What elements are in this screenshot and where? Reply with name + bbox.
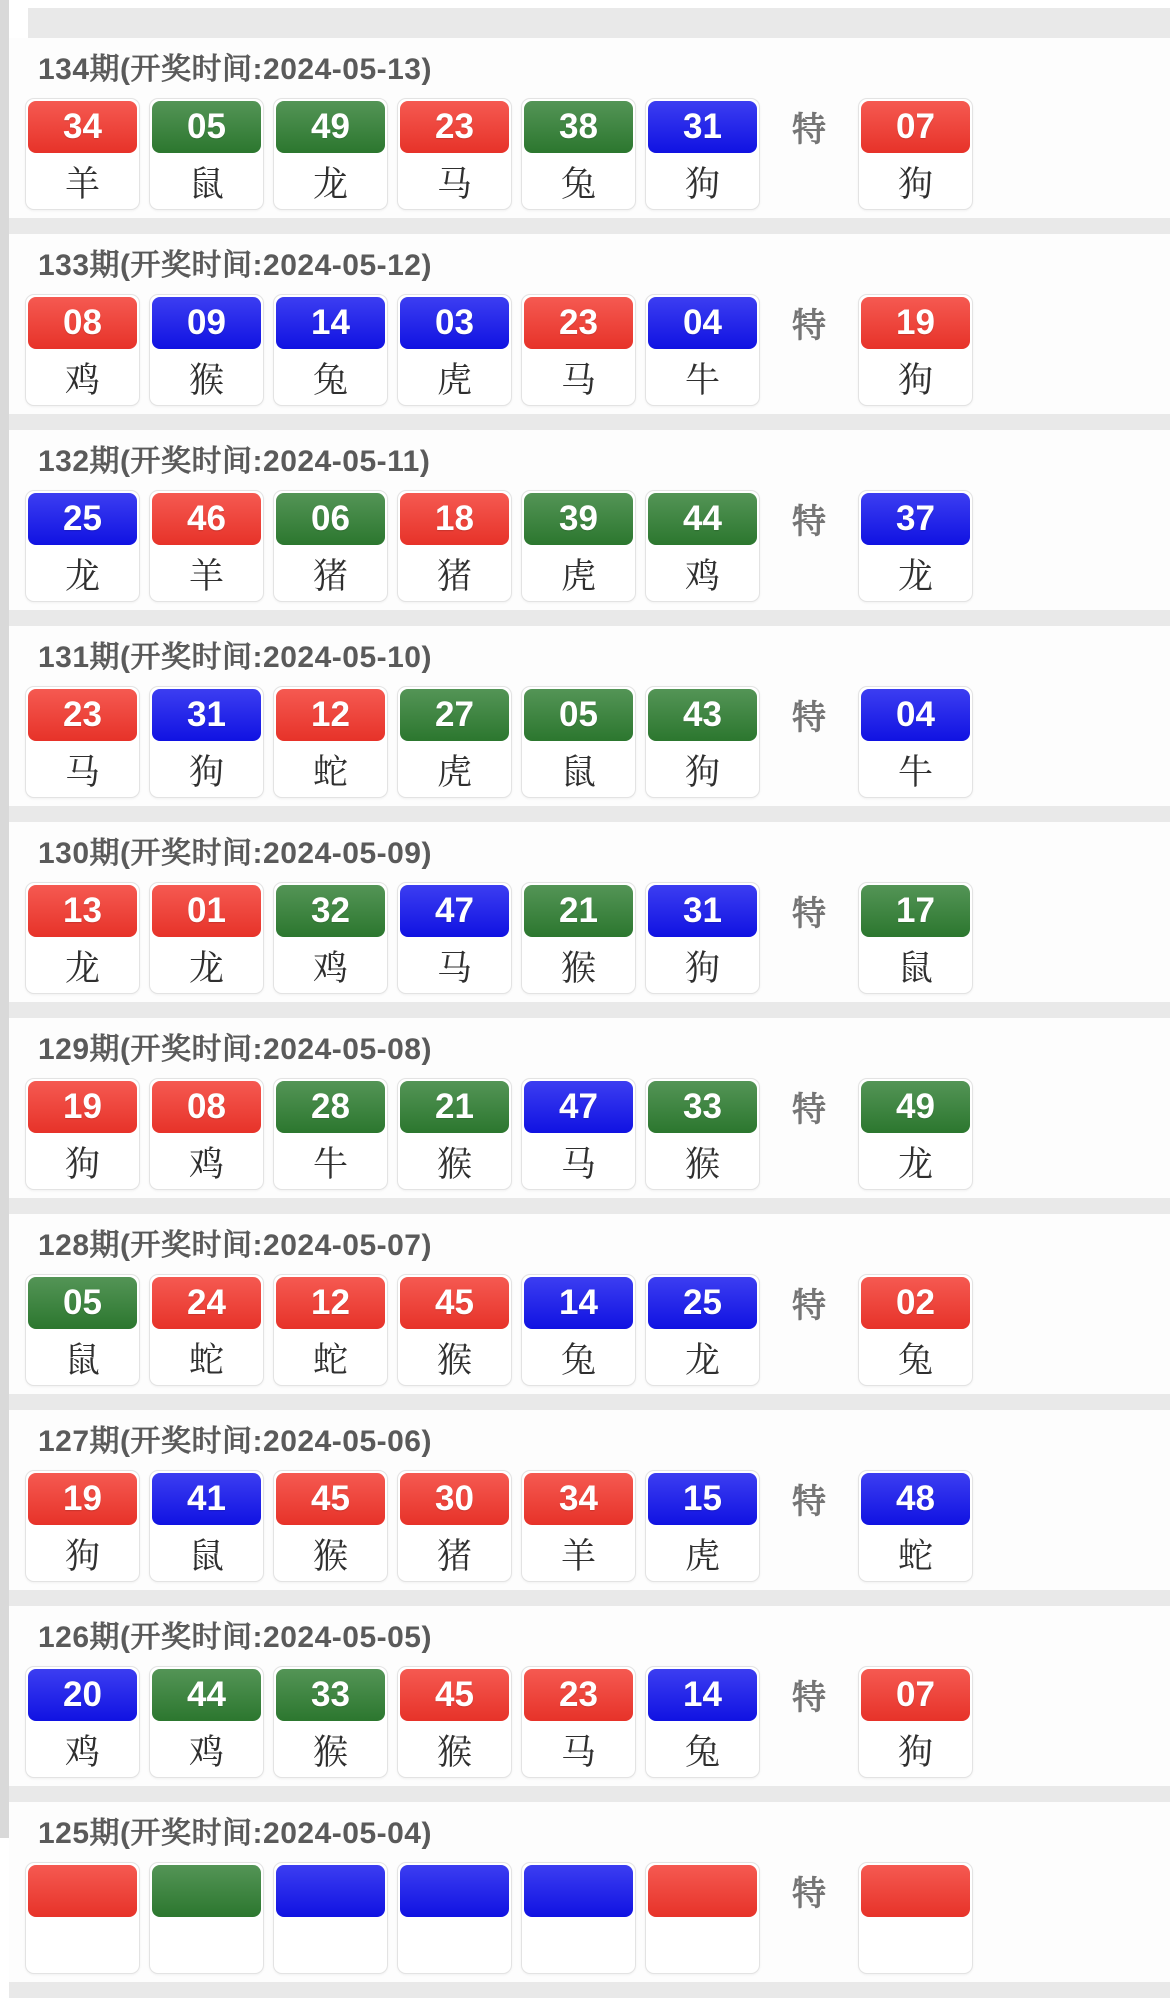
number-cell (25, 1470, 140, 1582)
number-ball (861, 1865, 970, 1917)
special-label: 特 (792, 698, 826, 737)
number-cell (149, 98, 264, 210)
number-cell (397, 1666, 512, 1778)
number-ball: 48 (861, 1473, 970, 1525)
results-list (9, 0, 1170, 1998)
number-ball: 23 (524, 297, 633, 349)
number-cell (521, 1666, 636, 1778)
number-cell (397, 1274, 512, 1386)
number-cell (521, 294, 636, 406)
number-cell (25, 1862, 140, 1974)
separator-band (9, 1002, 1170, 1018)
number-cell (149, 1862, 264, 1974)
number-ball: 46 (152, 493, 261, 545)
number-ball: 23 (400, 101, 509, 153)
special-label: 特 (792, 1482, 826, 1521)
balls-row (25, 1274, 1170, 1386)
separator-band (9, 218, 1170, 234)
separator-band (9, 1786, 1170, 1802)
number-ball: 37 (861, 493, 970, 545)
zodiac-label: 牛 (684, 361, 720, 400)
zodiac-label: 牛 (897, 753, 933, 792)
number-ball: 05 (28, 1277, 137, 1329)
special-label: 特 (792, 110, 826, 149)
number-cell (645, 1666, 760, 1778)
zodiac-label: 马 (560, 1145, 596, 1184)
number-cell (521, 98, 636, 210)
number-ball: 15 (648, 1473, 757, 1525)
number-cell (149, 1078, 264, 1190)
draw-block (9, 822, 1170, 1002)
number-ball: 08 (28, 297, 137, 349)
number-cell (149, 882, 264, 994)
number-ball: 31 (648, 101, 757, 153)
zodiac-label: 虎 (436, 361, 472, 400)
special-number-cell (858, 1862, 973, 1974)
zodiac-label: 牛 (312, 1145, 348, 1184)
number-ball (276, 1865, 385, 1917)
zodiac-label: 鸡 (684, 557, 720, 596)
special-number-cell (858, 1078, 973, 1190)
zodiac-label: 龙 (64, 557, 100, 596)
number-ball (152, 1865, 261, 1917)
zodiac-label (274, 1919, 387, 1973)
number-cell (521, 1470, 636, 1582)
draw-block (9, 430, 1170, 610)
zodiac-label: 狗 (684, 753, 720, 792)
number-ball: 27 (400, 689, 509, 741)
draw-header: 128期(开奖时间:2024-05-07) (38, 1229, 432, 1262)
number-cell (521, 1078, 636, 1190)
separator-band (9, 414, 1170, 430)
draw-block (9, 626, 1170, 806)
zodiac-label: 龙 (312, 165, 348, 204)
number-cell (25, 490, 140, 602)
zodiac-label: 鸡 (64, 1733, 100, 1772)
number-cell (645, 490, 760, 602)
number-ball: 33 (648, 1081, 757, 1133)
separator-band (9, 806, 1170, 822)
zodiac-label: 马 (560, 1733, 596, 1772)
number-ball: 45 (400, 1277, 509, 1329)
zodiac-label (150, 1919, 263, 1973)
number-ball: 19 (861, 297, 970, 349)
separator-band (9, 610, 1170, 626)
number-cell (149, 1470, 264, 1582)
zodiac-label: 马 (560, 361, 596, 400)
special-label: 特 (792, 502, 826, 541)
balls-row (25, 1078, 1170, 1190)
number-ball: 07 (861, 101, 970, 153)
number-cell (273, 1274, 388, 1386)
special-label: 特 (792, 1090, 826, 1129)
number-cell (521, 686, 636, 798)
number-ball: 31 (152, 689, 261, 741)
zodiac-label (646, 1919, 759, 1973)
number-ball (524, 1865, 633, 1917)
zodiac-label: 鼠 (897, 949, 933, 988)
balls-row (25, 686, 1170, 798)
zodiac-label (26, 1919, 139, 1973)
number-ball: 33 (276, 1669, 385, 1721)
number-cell (273, 98, 388, 210)
zodiac-label: 兔 (684, 1733, 720, 1772)
draw-header: 132期(开奖时间:2024-05-11) (38, 445, 431, 478)
balls-row (25, 294, 1170, 406)
zodiac-label: 虎 (684, 1537, 720, 1576)
zodiac-label: 龙 (188, 949, 224, 988)
number-cell (273, 686, 388, 798)
special-label: 特 (792, 1286, 826, 1325)
number-ball: 45 (400, 1669, 509, 1721)
zodiac-label: 龙 (64, 949, 100, 988)
zodiac-label: 猪 (436, 557, 472, 596)
draw-block (9, 1018, 1170, 1198)
number-cell (397, 294, 512, 406)
number-ball: 19 (28, 1473, 137, 1525)
number-cell (397, 1470, 512, 1582)
balls-row (25, 882, 1170, 994)
special-label: 特 (792, 894, 826, 933)
zodiac-label: 猪 (312, 557, 348, 596)
draw-header: 129期(开奖时间:2024-05-08) (38, 1033, 432, 1066)
number-cell (149, 1666, 264, 1778)
number-ball: 07 (861, 1669, 970, 1721)
zodiac-label: 羊 (560, 1537, 596, 1576)
number-ball: 25 (648, 1277, 757, 1329)
number-ball (28, 1865, 137, 1917)
number-ball: 44 (152, 1669, 261, 1721)
number-ball: 01 (152, 885, 261, 937)
separator-band (9, 1982, 1170, 1998)
number-ball: 13 (28, 885, 137, 937)
zodiac-label: 兔 (560, 1341, 596, 1380)
number-ball: 32 (276, 885, 385, 937)
number-cell (397, 98, 512, 210)
zodiac-label: 龙 (897, 557, 933, 596)
number-ball: 21 (524, 885, 633, 937)
draw-block (9, 1606, 1170, 1786)
number-cell (273, 1862, 388, 1974)
number-ball: 47 (524, 1081, 633, 1133)
number-cell (25, 294, 140, 406)
draw-block (9, 1214, 1170, 1394)
number-ball: 14 (276, 297, 385, 349)
zodiac-label: 猴 (312, 1537, 348, 1576)
zodiac-label: 狗 (64, 1145, 100, 1184)
number-ball: 05 (152, 101, 261, 153)
special-number-cell (858, 882, 973, 994)
number-cell (397, 1862, 512, 1974)
zodiac-label: 马 (64, 753, 100, 792)
special-number-cell (858, 98, 973, 210)
number-cell (645, 882, 760, 994)
number-ball: 34 (28, 101, 137, 153)
special-number-cell (858, 1274, 973, 1386)
separator-band (9, 1590, 1170, 1606)
number-ball: 06 (276, 493, 385, 545)
number-ball: 18 (400, 493, 509, 545)
number-ball: 43 (648, 689, 757, 741)
draw-block (9, 234, 1170, 414)
zodiac-label: 龙 (897, 1145, 933, 1184)
number-ball: 14 (524, 1277, 633, 1329)
number-ball (400, 1865, 509, 1917)
zodiac-label: 狗 (188, 753, 224, 792)
zodiac-label: 鸡 (312, 949, 348, 988)
zodiac-label: 蛇 (312, 1341, 348, 1380)
special-number-cell (858, 490, 973, 602)
number-cell (25, 686, 140, 798)
number-cell (25, 98, 140, 210)
draw-header: 131期(开奖时间:2024-05-10) (38, 641, 432, 674)
zodiac-label: 猴 (684, 1145, 720, 1184)
number-cell (149, 294, 264, 406)
zodiac-label: 鼠 (64, 1341, 100, 1380)
zodiac-label: 鸡 (188, 1145, 224, 1184)
number-ball: 31 (648, 885, 757, 937)
zodiac-label: 猪 (436, 1537, 472, 1576)
number-ball: 28 (276, 1081, 385, 1133)
number-ball: 17 (861, 885, 970, 937)
balls-row (25, 98, 1170, 210)
number-ball: 08 (152, 1081, 261, 1133)
number-cell (25, 1274, 140, 1386)
draw-header: 134期(开奖时间:2024-05-13) (38, 53, 432, 86)
number-ball: 21 (400, 1081, 509, 1133)
zodiac-label (398, 1919, 511, 1973)
number-cell (645, 1470, 760, 1582)
balls-row (25, 490, 1170, 602)
number-ball: 05 (524, 689, 633, 741)
number-cell (521, 1862, 636, 1974)
zodiac-label: 狗 (897, 165, 933, 204)
zodiac-label: 鼠 (560, 753, 596, 792)
number-cell (273, 882, 388, 994)
number-cell (645, 1862, 760, 1974)
zodiac-label: 猴 (560, 949, 596, 988)
number-cell (645, 686, 760, 798)
number-ball: 41 (152, 1473, 261, 1525)
number-cell (521, 1274, 636, 1386)
number-ball: 12 (276, 1277, 385, 1329)
zodiac-label: 鸡 (188, 1733, 224, 1772)
zodiac-label: 龙 (684, 1341, 720, 1380)
zodiac-label: 蛇 (312, 753, 348, 792)
number-cell (645, 1274, 760, 1386)
number-cell (645, 98, 760, 210)
zodiac-label: 马 (436, 949, 472, 988)
number-cell (645, 294, 760, 406)
number-cell (273, 1078, 388, 1190)
number-ball: 20 (28, 1669, 137, 1721)
number-cell (273, 490, 388, 602)
number-cell (273, 1470, 388, 1582)
draw-header: 130期(开奖时间:2024-05-09) (38, 837, 432, 870)
number-ball: 03 (400, 297, 509, 349)
number-ball: 49 (861, 1081, 970, 1133)
special-label: 特 (792, 306, 826, 345)
draw-header: 126期(开奖时间:2024-05-05) (38, 1621, 432, 1654)
draw-block (9, 38, 1170, 218)
special-number-cell (858, 1470, 973, 1582)
number-ball: 04 (861, 689, 970, 741)
number-ball: 04 (648, 297, 757, 349)
number-ball: 47 (400, 885, 509, 937)
zodiac-label: 鼠 (188, 165, 224, 204)
zodiac-label: 鸡 (64, 361, 100, 400)
zodiac-label: 羊 (188, 557, 224, 596)
number-ball: 12 (276, 689, 385, 741)
special-label: 特 (792, 1874, 826, 1913)
draw-header: 125期(开奖时间:2024-05-04) (38, 1817, 432, 1850)
zodiac-label: 虎 (436, 753, 472, 792)
number-ball: 38 (524, 101, 633, 153)
zodiac-label: 虎 (560, 557, 596, 596)
draws-container (9, 38, 1170, 1998)
number-cell (149, 490, 264, 602)
zodiac-label: 羊 (64, 165, 100, 204)
zodiac-label: 狗 (64, 1537, 100, 1576)
separator-band (9, 1394, 1170, 1410)
number-cell (25, 1666, 140, 1778)
zodiac-label: 狗 (897, 361, 933, 400)
number-ball: 30 (400, 1473, 509, 1525)
top-separator-band (28, 8, 1170, 38)
zodiac-label: 猴 (436, 1341, 472, 1380)
number-cell (397, 490, 512, 602)
zodiac-label: 兔 (560, 165, 596, 204)
number-ball: 44 (648, 493, 757, 545)
special-number-cell (858, 1666, 973, 1778)
draw-block (9, 1410, 1170, 1590)
page-left-gutter (0, 0, 9, 1838)
zodiac-label: 猴 (188, 361, 224, 400)
number-cell (25, 882, 140, 994)
number-ball: 45 (276, 1473, 385, 1525)
balls-row (25, 1666, 1170, 1778)
number-ball (648, 1865, 757, 1917)
number-cell (149, 686, 264, 798)
special-label: 特 (792, 1678, 826, 1717)
zodiac-label: 蛇 (188, 1341, 224, 1380)
number-ball: 02 (861, 1277, 970, 1329)
special-number-cell (858, 294, 973, 406)
zodiac-label: 马 (436, 165, 472, 204)
balls-row (25, 1862, 1170, 1974)
special-number-cell (858, 686, 973, 798)
number-cell (397, 1078, 512, 1190)
zodiac-label: 狗 (897, 1733, 933, 1772)
number-cell (521, 882, 636, 994)
separator-band (9, 1198, 1170, 1214)
draw-header: 127期(开奖时间:2024-05-06) (38, 1425, 432, 1458)
number-ball: 23 (524, 1669, 633, 1721)
zodiac-label: 兔 (897, 1341, 933, 1380)
number-cell (273, 294, 388, 406)
number-ball: 34 (524, 1473, 633, 1525)
number-cell (645, 1078, 760, 1190)
draw-block (9, 1802, 1170, 1982)
number-ball: 39 (524, 493, 633, 545)
number-ball: 23 (28, 689, 137, 741)
zodiac-label: 兔 (312, 361, 348, 400)
number-cell (149, 1274, 264, 1386)
number-ball: 24 (152, 1277, 261, 1329)
zodiac-label: 猴 (436, 1145, 472, 1184)
zodiac-label: 狗 (684, 949, 720, 988)
draw-header: 133期(开奖时间:2024-05-12) (38, 249, 432, 282)
number-ball: 25 (28, 493, 137, 545)
number-cell (397, 882, 512, 994)
number-ball: 14 (648, 1669, 757, 1721)
number-cell (521, 490, 636, 602)
zodiac-label: 猴 (436, 1733, 472, 1772)
number-ball: 19 (28, 1081, 137, 1133)
number-cell (273, 1666, 388, 1778)
number-cell (397, 686, 512, 798)
number-ball: 49 (276, 101, 385, 153)
balls-row (25, 1470, 1170, 1582)
zodiac-label: 鼠 (188, 1537, 224, 1576)
zodiac-label (522, 1919, 635, 1973)
zodiac-label: 蛇 (897, 1537, 933, 1576)
zodiac-label: 狗 (684, 165, 720, 204)
zodiac-label (859, 1919, 972, 1973)
number-ball: 09 (152, 297, 261, 349)
zodiac-label: 猴 (312, 1733, 348, 1772)
number-cell (25, 1078, 140, 1190)
